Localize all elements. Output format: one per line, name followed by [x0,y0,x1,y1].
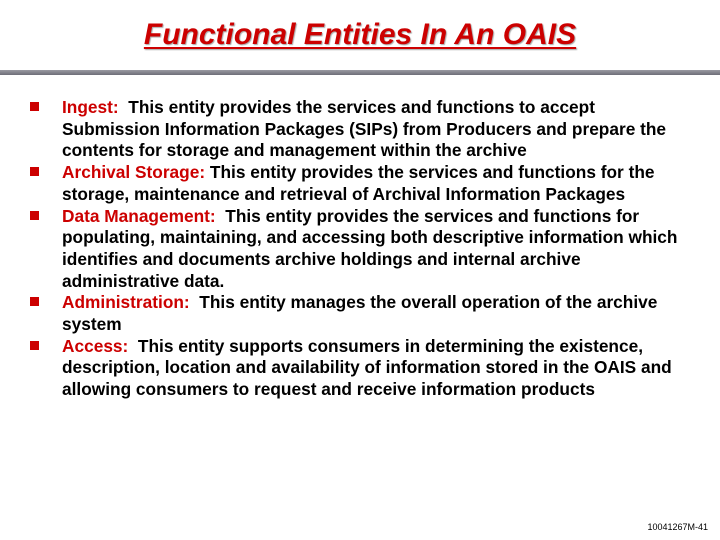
bullet-text: This entity provides the services and functions to accept Submission Information Packages (SIPs) from Producers and prepare the contents for storage and management within the archive [62,97,667,161]
title-divider [0,70,720,75]
bullet-administration [44,292,694,335]
bullet-text: This entity provides the services and functions for populating, maintaining, and accessing both descriptive information which identifies and documents archive holdings and internal archive administrative data. [62,205,678,291]
slide-title: Functional Entities In An OAIS [143,18,577,51]
bullet-archival-storage [44,162,694,205]
bullet-access [44,336,694,401]
bullet-term: Ingest: [62,97,119,117]
bullet-term: Access: [62,335,129,356]
square-bullet-icon [30,102,39,111]
bullet-term: Administration: [62,292,190,313]
square-bullet-icon [30,297,39,306]
bullet-ingest [44,97,694,162]
entity-list [44,97,694,401]
bullet-text: This entity provides the services and functions for the storage, maintenance and retrieval of Archival Information Packages [62,162,655,204]
bullet-text: This entity supports consumers in determining the existence, description, location and availability of information stored in the OAIS and allowing consumers to request and receive information products [62,335,672,400]
square-bullet-icon [30,167,39,176]
bullet-data-management [44,206,694,293]
bullet-term: Data Management: [62,205,216,226]
square-bullet-icon [30,341,39,350]
bullet-text: This entity manages the overall operation of the archive system [62,292,658,335]
slide-footer-code: 10041267M-41 [647,522,708,532]
bullet-term: Archival Storage: [62,162,206,183]
square-bullet-icon [30,211,39,220]
